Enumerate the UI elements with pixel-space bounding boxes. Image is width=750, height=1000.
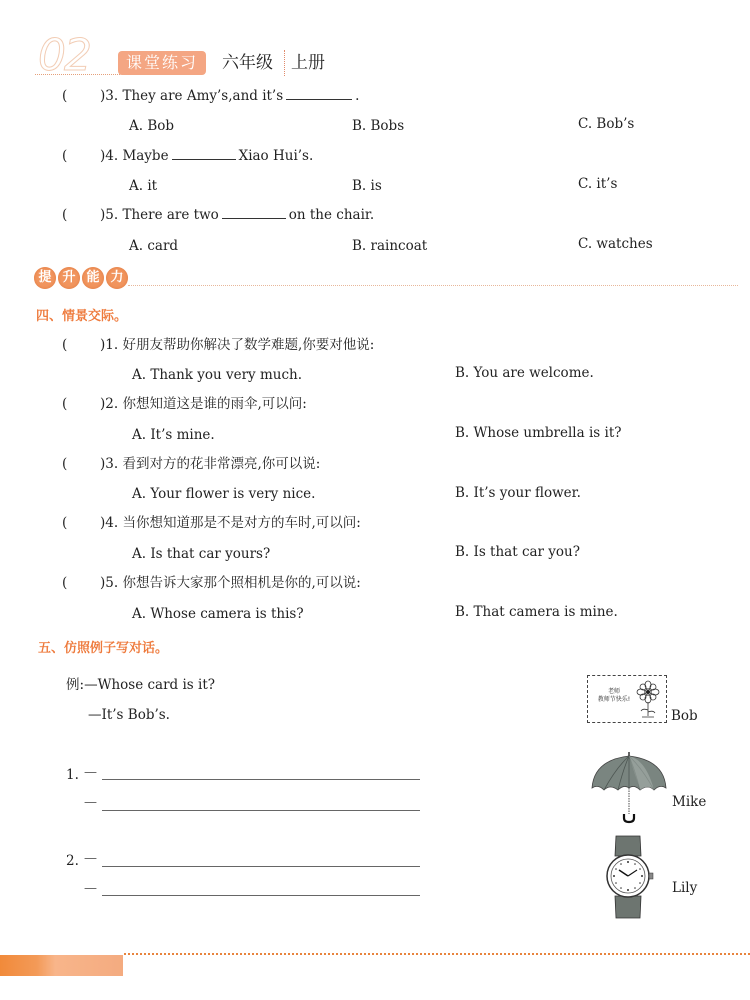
- option-b: B. You are welcome.: [455, 365, 594, 381]
- dash: —: [84, 765, 97, 780]
- watch-icon: [604, 834, 654, 920]
- flower-icon: [634, 680, 662, 720]
- option-c: C. watches: [578, 236, 653, 252]
- answer-paren[interactable]: (: [62, 148, 68, 164]
- item-number: 2.: [66, 853, 79, 869]
- section-4-title: 四、情景交际。: [36, 309, 128, 324]
- option-b: B. It’s your flower.: [455, 485, 581, 501]
- footer-tab: [0, 955, 123, 976]
- header-separator: [284, 50, 285, 76]
- question-text: )3. 看到对方的花非常漂亮,你可以说:: [100, 456, 321, 472]
- question-text: )2. 你想知道这是谁的雨伞,可以问:: [100, 396, 307, 412]
- banner-char: 升: [58, 267, 80, 289]
- dash: —: [84, 795, 97, 810]
- option-a: A. Whose camera is this?: [132, 606, 304, 622]
- grade-label: 六年级: [222, 53, 273, 73]
- answer-paren[interactable]: (: [62, 575, 68, 591]
- option-b: B. Whose umbrella is it?: [455, 425, 622, 441]
- option-c: C. it’s: [578, 176, 618, 192]
- answer-paren[interactable]: (: [62, 515, 68, 531]
- answer-paren[interactable]: (: [62, 456, 68, 472]
- banner-char: 力: [106, 267, 128, 289]
- option-a: A. It’s mine.: [132, 427, 215, 443]
- section-5-title: 五、仿照例子写对话。: [38, 641, 169, 656]
- question-text: )5. 你想告诉大家那个照相机是你的,可以说:: [100, 575, 361, 591]
- card-text-line-1: 老师: [607, 688, 620, 695]
- answer-paren[interactable]: (: [62, 88, 68, 104]
- example-answer: —It’s Bob’s.: [88, 707, 170, 723]
- question-text: )1. 好朋友帮助你解决了数学难题,你要对他说:: [100, 337, 375, 353]
- question-text: )4. Maybe Xiao Hui’s.: [100, 148, 314, 164]
- option-a: A. Bob: [129, 118, 175, 134]
- umbrella-icon: [588, 748, 670, 824]
- answer-paren[interactable]: (: [62, 337, 68, 353]
- question-text: )4. 当你想知道那是不是对方的车时,可以问:: [100, 515, 361, 531]
- option-b: B. Is that car you?: [455, 544, 580, 560]
- banner-char: 提: [34, 267, 56, 289]
- dash: —: [84, 851, 97, 866]
- answer-line[interactable]: [102, 810, 420, 811]
- answer-blank[interactable]: [172, 147, 236, 160]
- option-c: C. Bob’s: [578, 116, 635, 132]
- footer-divider: [124, 953, 750, 955]
- name-lily: Lily: [672, 880, 698, 896]
- answer-blank[interactable]: [222, 206, 286, 219]
- option-b: B. That camera is mine.: [455, 604, 618, 620]
- question-text: )3. They are Amy’s,and it’s .: [100, 88, 360, 104]
- option-b: B. Bobs: [352, 118, 405, 134]
- option-a: A. Your flower is very nice.: [132, 486, 316, 502]
- option-b: B. is: [352, 178, 382, 194]
- greeting-card-icon: [587, 675, 667, 723]
- question-text: )5. There are two on the chair.: [100, 207, 375, 223]
- name-mike: Mike: [672, 794, 707, 810]
- example-question: 例:—Whose card is it?: [66, 677, 215, 693]
- item-number: 1.: [66, 767, 79, 783]
- option-a: A. card: [129, 238, 179, 254]
- answer-blank[interactable]: [286, 87, 352, 100]
- skill-banner: [34, 267, 128, 289]
- option-a: A. Thank you very much.: [132, 367, 303, 383]
- unit-number: 02: [38, 30, 90, 81]
- name-bob: Bob: [671, 708, 698, 724]
- section-badge: 课堂练习: [118, 51, 206, 75]
- banner-divider: [128, 285, 738, 286]
- answer-line[interactable]: [102, 779, 420, 780]
- option-b: B. raincoat: [352, 238, 428, 254]
- card-text-line-2: 教师节快乐!: [597, 696, 631, 703]
- option-a: A. Is that car yours?: [132, 546, 271, 562]
- header-divider: [35, 74, 120, 75]
- dash: —: [84, 881, 97, 896]
- answer-line[interactable]: [102, 895, 420, 896]
- banner-char: 能: [82, 267, 104, 289]
- answer-paren[interactable]: (: [62, 396, 68, 412]
- volume-label: 上册: [291, 53, 325, 73]
- answer-paren[interactable]: (: [62, 207, 68, 223]
- option-a: A. it: [129, 178, 158, 194]
- answer-line[interactable]: [102, 866, 420, 867]
